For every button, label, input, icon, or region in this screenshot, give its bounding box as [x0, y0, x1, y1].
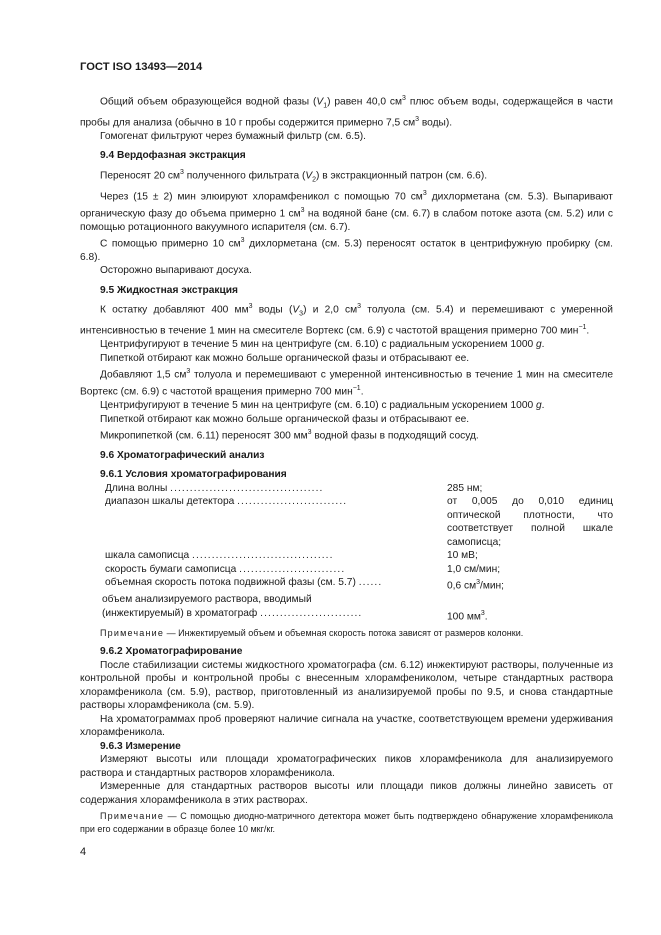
- chromatography-conditions: [80, 482, 613, 624]
- section-heading-9-6-3: 9.6.3 Измерение: [100, 740, 181, 752]
- paragraph: К остатку добавляют 400 $мм^3$ воды $(V_3)$ и 2,0 $см^3$ толуола (см. 5.4) и перемешивают с умеренной интенсивностью в течение 1 мин на смесителе Вортекс (см. 6.9) с частотой вращения примерно 700 мин$^{-1}$.: [80, 303, 613, 337]
- condition-label: скорость бумаги самописца: [105, 563, 237, 575]
- section-heading-9-6-2: 9.6.2 Хроматографирование: [100, 646, 243, 658]
- condition-value: от 0,005 до 0,010 единиц оптической плотности, что соответствует полной шкале самописца;: [447, 496, 613, 548]
- paragraph: Осторожно выпаривают досуха.: [100, 265, 252, 277]
- paragraph: Измеряют высоты или площади хроматографических пиков хлорамфеникола для анализируемого раствора и стандартных растворов хлорамфеникола.: [80, 754, 613, 779]
- condition-label: диапазон шкалы детектора: [105, 496, 235, 508]
- section-heading-9-4: 9.4 Вердофазная экстракция: [100, 150, 246, 162]
- page-number: 4: [80, 846, 87, 858]
- section-heading-9-6-1: 9.6.1 Условия хроматографирования: [100, 469, 287, 481]
- document-body: [80, 92, 613, 835]
- note: [80, 627, 613, 640]
- condition-row: скорость бумаги самописца ........................... 1,0 см/мин;: [80, 563, 613, 577]
- standard-header: ГОСТ ISO 13493—2014: [80, 61, 203, 73]
- paragraph: Через (15 ± 2) мин элюируют хлорамфеникол с помощью 70 $см^3$ дихлорметана (см. 5.3). Выпаривают органическую фазу до объема примерно 1 $см^3$ на водяной бане (см. 6.7) в слабом потоке азота (см. 5.2) или с помощью ротационного вакуумного испарителя (см. 6.7).: [80, 189, 613, 233]
- paragraph: Пипеткой отбирают как можно больше органической фазы и отбрасывают ее.: [100, 352, 470, 364]
- note: [80, 810, 613, 835]
- condition-row: [80, 593, 613, 607]
- paragraph: Центрифугируют в течение 5 мин на центрифуге (см. 6.10) с радиальным ускорением 1000 g.: [100, 339, 545, 351]
- condition-label: Длина волны: [105, 482, 168, 494]
- paragraph: Общий объем образующейся водной фазы $(V_1)$ равен 40,0 $см^3$ плюс объем воды, содержащейся в части пробы для анализа (обычно в 10 г пробы содержится примерно 7,5 $см^3$ воды).: [80, 95, 613, 129]
- condition-label: объем анализируемого раствора, вводимый: [102, 594, 312, 606]
- condition-row: (инжектируемый) в хроматограф .......................... 100 $мм^3$.: [80, 607, 613, 624]
- paragraph: Измеренные для стандартных растворов высоты или площади пиков должны линейно зависеть от содержания хлорамфеникола в этих растворах.: [80, 781, 613, 806]
- note-text: — Инжектируемый объем и объемная скорость потока зависят от размеров колонки.: [164, 627, 524, 638]
- paragraph: Гомогенат фильтруют через бумажный фильтр (см. 6.5).: [100, 130, 366, 142]
- note-text: — С помощью диодно-матричного детектора может быть подтверждено обнаружение хлорамфеникола при его содержании в образце более 10 мкг/кг.: [80, 811, 613, 834]
- paragraph: С помощью примерно 10 $см^3$ дихлорметана (см. 5.3) переносят остаток в центрифужную пробирку (см. 6.8).: [80, 237, 613, 263]
- condition-label: (инжектируемый) в хроматограф: [102, 607, 258, 619]
- note-prefix: Примечание: [100, 811, 165, 822]
- condition-value: 0,6 $см^3$/мин;: [447, 579, 504, 592]
- condition-value: 285 нм;: [447, 482, 483, 494]
- paragraph: Переносят 20 $см^3$ полученного фильтрата $(V_2)$ в экстракционный патрон (см. 6.6).: [100, 168, 488, 184]
- condition-row: шкала самописца .................................... 10 мВ;: [80, 549, 613, 563]
- section-heading-9-6: 9.6 Хроматографический анализ: [100, 449, 265, 461]
- paragraph: Добавляют 1,5 $см^3$ толуола и перемешивают с умеренной интенсивностью в течение 1 мин на смесителе Вортекс (см. 6.9) с частотой вращения примерно 700 мин$^{-1}$.: [80, 368, 614, 398]
- condition-value: 1,0 см/мин;: [447, 563, 501, 575]
- condition-label: объемная скорость потока подвижной фазы (см. 5.7): [105, 577, 356, 589]
- condition-row: Длина волны ....................................... 285 нм;: [80, 482, 613, 496]
- paragraph: На хроматограммах проб проверяют наличие сигнала на участке, соответствующем времени удерживания хлорамфеникола.: [80, 713, 613, 739]
- paragraph: Пипеткой отбирают как можно больше органической фазы и отбрасывают ее.: [100, 413, 470, 425]
- paragraph: После стабилизации системы жидкостного хроматографа (см. 6.12) инжектируют растворы, полученные из контрольной пробы и контрольной пробы с внесенным хлорамфениколом, четыре стандартных раствора хлорамфеникола (см. 5.9), раствор, приготовленный из анализируемой пробы по 9.5, и снова стандартные растворы хлорамфеникола (см. 5.9).: [80, 659, 613, 712]
- paragraph: Микропипеткой (см. 6.11) переносят 300 $мм^3$ водной фазы в подходящий сосуд.: [100, 429, 479, 442]
- paragraph: Центрифугируют в течение 5 мин на центрифуге (см. 6.10) с радиальным ускорением 1000 g.: [100, 400, 545, 411]
- condition-row: диапазон шкалы детектора ............................ от 0,005 до 0,010 единиц оптической плотности, что соответствует полной шкале самописца;: [105, 496, 613, 548]
- section-heading-9-5: 9.5 Жидкостная экстракция: [100, 284, 238, 296]
- condition-row: объемная скорость потока подвижной фазы (см. 5.7) ...... 0,6 $см^3$/мин;: [80, 576, 613, 593]
- condition-label: шкала самописца: [105, 550, 190, 562]
- condition-value: 100 $мм^3$.: [447, 609, 488, 623]
- note-prefix: Примечание: [100, 627, 165, 638]
- condition-value: 10 мВ;: [447, 550, 478, 562]
